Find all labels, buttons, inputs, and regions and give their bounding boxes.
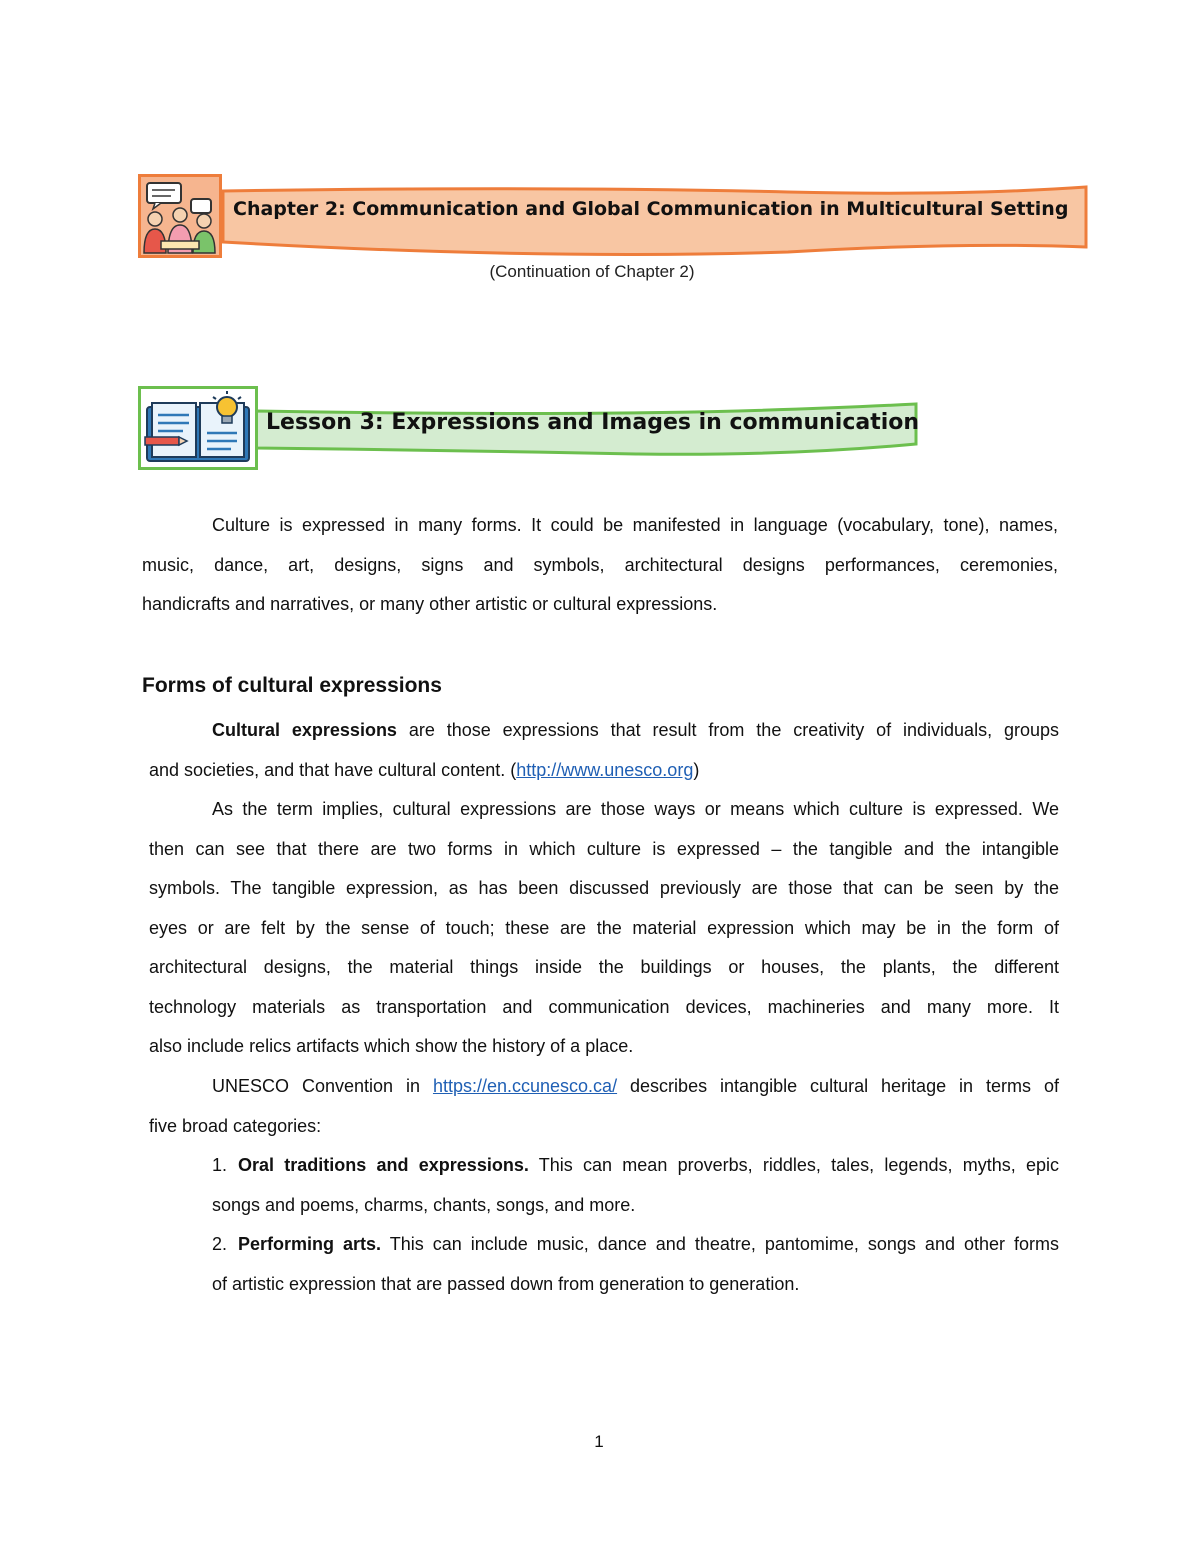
definition-line-2	[149, 751, 1059, 791]
definition-source-suffix: )	[693, 759, 700, 780]
list-item-title: Oral traditions and expressions.	[238, 1155, 529, 1175]
intro-paragraph	[142, 506, 1058, 625]
definition-term: Cultural expressions	[212, 720, 397, 740]
chapter-title: Chapter 2: Communication and Global Communication in Multicultural Setting	[233, 198, 1069, 220]
list-item	[212, 1225, 1059, 1304]
unesco-link[interactable]: http://www.unesco.org	[516, 759, 694, 780]
list-item-continuation: songs and poems, charms, chants, songs, and more.	[212, 1194, 636, 1215]
chapter-banner	[138, 172, 1090, 262]
lesson-title: Lesson 3: Expressions and Images in communication	[266, 410, 920, 435]
unesco-prefix: UNESCO Convention in	[212, 1076, 433, 1096]
ccunesco-link[interactable]: https://en.ccunesco.ca/	[432, 1076, 618, 1096]
unesco-suffix: describes intangible cultural heritage in terms of	[617, 1076, 1059, 1096]
explanation-line: then can see that there are two forms in which culture is expressed – the tangible and the intangible	[149, 838, 1059, 859]
explanation-line: also include relics artifacts which show the history of a place.	[149, 1036, 634, 1056]
explanation-line: As the term implies, cultural expressions are those ways or means which culture is expressed. We	[212, 799, 1059, 819]
intro-line-1: Culture is expressed in many forms. It could be manifested in language (vocabulary, tone), names,	[212, 515, 1058, 535]
intro-line-3: handicrafts and narratives, or many other artistic or cultural expressions.	[142, 594, 718, 614]
unesco-line-2: five broad categories:	[149, 1115, 322, 1136]
definition-text: are those expressions that result from the creativity of individuals, groups	[396, 720, 1059, 740]
list-item-text: This can include music, dance and theatre, pantomime, songs and other forms	[381, 1234, 1059, 1254]
list-item-line	[212, 1225, 1059, 1265]
explanation-line: architectural designs, the material things inside the buildings or houses, the plants, the different	[149, 957, 1059, 977]
explanation-line: technology materials as transportation and communication devices, machineries and many more. It	[149, 996, 1059, 1017]
definition-line-1	[149, 711, 1059, 751]
categories-list	[212, 1146, 1059, 1304]
list-item-line	[212, 1146, 1059, 1186]
lesson-banner	[138, 386, 920, 472]
intro-line-2: music, dance, art, designs, signs and symbols, architectural designs performances, ceremonies,	[142, 554, 1058, 575]
explanation-line: symbols. The tangible expression, as has been discussed previously are those that can be seen by the	[149, 878, 1059, 898]
list-item-title: Performing arts.	[238, 1234, 382, 1254]
list-item-text: This can mean proverbs, riddles, tales, legends, myths, epic	[528, 1155, 1059, 1175]
page-number: 1	[594, 1432, 604, 1451]
unesco-paragraph	[149, 1067, 1059, 1146]
list-item-continuation: of artistic expression that are passed down from generation to generation.	[212, 1273, 800, 1294]
explanation-paragraph	[149, 790, 1059, 1067]
list-number: 2.	[212, 1234, 228, 1254]
open-book-lightbulb-icon	[138, 386, 258, 470]
unesco-line-1	[149, 1067, 1059, 1107]
explanation-line: eyes or are felt by the sense of touch; these are the material expression which may be in the form of	[149, 917, 1059, 938]
section-heading: Forms of cultural expressions	[142, 674, 442, 697]
definition-source-prefix: and societies, and that have cultural content. (	[149, 759, 517, 780]
chapter-subtitle: (Continuation of Chapter 2)	[489, 262, 695, 281]
definition-paragraph	[149, 711, 1059, 790]
list-number: 1.	[212, 1155, 228, 1175]
list-item	[212, 1146, 1059, 1225]
meeting-people-icon	[138, 174, 222, 258]
